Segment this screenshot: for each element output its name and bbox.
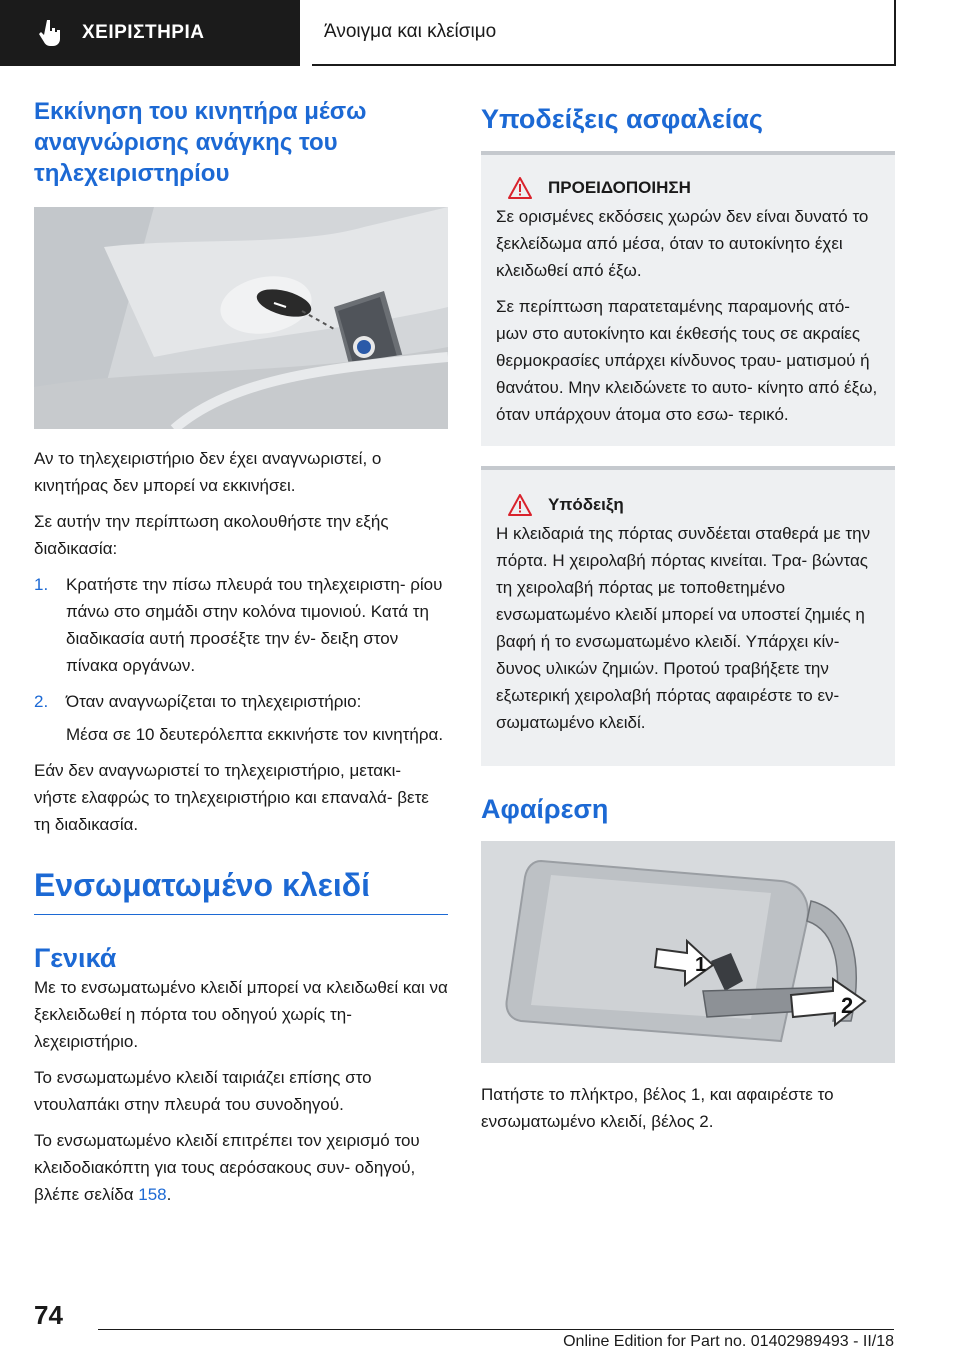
caution-triangle-icon — [508, 494, 532, 516]
warning-paragraph-2: Σε περίπτωση παρατεταμένης παραμονής ατό- μων στο αυτοκίνητο και έκθεσής τους σε ακραίες θερμοκρασίες υπάρχει κίνδυνος τραυ- ματισμού ή θανάτου. Μην κλειδώνετε το αυτο- κίνητο από έξω, όταν υπάρχουν άτομα στο εσω- τερικό. — [496, 297, 878, 424]
integrated-key-heading: Ενσωματωμένο κλειδί — [34, 867, 448, 915]
key-removal-figure — [481, 841, 895, 1063]
hand-pointer-icon — [38, 18, 64, 48]
step-text: Κρατήστε την πίσω πλευρά του τηλεχειριστη- ρίου πάνω στο σημάδι στην κολόνα τιμονιού. Κατά τη διαδικασία αυτή προσέξτε την έν- δειξη στον πίνακα οργάνων. — [66, 575, 443, 675]
safety-heading: Υποδείξεις ασφαλείας — [481, 104, 895, 155]
steering-column-figure — [34, 207, 448, 429]
note-title-text: Υπόδειξη — [548, 495, 624, 514]
remote-on-steering-column-illustration — [34, 207, 448, 429]
general-heading: Γενικά — [34, 943, 117, 973]
footer-divider — [98, 1329, 894, 1330]
removal-paragraph: Πατήστε το πλήκτρο, βέλος 1, και αφαιρέστε το ενσωματωμένο κλειδί, βέλος 2. — [481, 1085, 834, 1131]
removal-heading: Αφαίρεση — [481, 794, 609, 824]
paragraph-procedure: Σε αυτήν την περίπτωση ακολουθήστε την εξής διαδικασία: — [34, 512, 389, 558]
step-text: Όταν αναγνωρίζεται το τηλεχειριστήριο: — [66, 692, 362, 711]
warning-paragraph-1: Σε ορισμένες εκδόσεις χωρών δεν είναι δυνατό το ξεκλείδωμα από μέσα, όταν το αυτοκίνητο έχει κλειδωθεί από έξω. — [496, 207, 869, 280]
edition-footer: Online Edition for Part no. 01402989493 - II/18 — [563, 1333, 894, 1350]
general-paragraph-3-text: Το ενσωματωμένο κλειδί επιτρέπει τον χειρισμό του κλειδοδιακόπτη για τους αερόσακους συν- οδηγού, βλέπε σελίδα — [34, 1131, 420, 1204]
general-paragraph-2: Το ενσωματωμένο κλειδί ταιριάζει επίσης στο ντουλαπάκι στην πλευρά του συνοδηγού. — [34, 1068, 372, 1114]
warning-title — [496, 177, 880, 199]
page-number: 74 — [34, 1300, 63, 1330]
chapter-header — [312, 0, 896, 66]
chapter-title: Άνοιγμα και κλείσιμο — [324, 21, 497, 42]
key-removal-illustration — [481, 841, 895, 1063]
step-number: 1. — [34, 575, 49, 594]
warning-triangle-icon — [508, 177, 532, 199]
note-paragraph: Η κλειδαριά της πόρτας συνδέεται σταθερά με την πόρτα. Η χειρολαβή πόρτας κινείται. Τρα- βώντας τη χειρολαβή πόρτας με τοποθετημένο ενσωματωμένο κλειδί μπορεί να υποστεί ζημιές η βαφή ή το ενσωματωμένο κλειδί. Υπάρχει κίν- δυνος υλικών ζημιών. Προτού τραβήξετε την εξωτερική χειρολαβή πόρτας αφαιρέστε το εν- σωματωμένο κλειδί. — [496, 524, 871, 732]
section-tab — [0, 0, 300, 66]
general-paragraph-3 — [34, 1127, 448, 1208]
warning-box — [481, 155, 895, 446]
arrow-2-label: 2 — [841, 993, 854, 1018]
section-title: ΧΕΙΡΙΣΤΗΡΙΑ — [82, 22, 205, 43]
list-item — [34, 688, 448, 715]
step-number: 2. — [34, 692, 49, 711]
arrow-1-label: 1 — [695, 954, 707, 976]
right-column — [481, 104, 895, 1144]
step-2-subtext: Μέσα σε 10 δευτερόλεπτα εκκινήστε τον κινητήρα. — [66, 725, 444, 744]
page-link[interactable]: 158 — [138, 1185, 167, 1204]
paragraph-retry: Εάν δεν αναγνωριστεί το τηλεχειριστήριο, μετακι- νήστε ελαφρώς το τηλεχειριστήριο και επαναλά- βετε τη διαδικασία. — [34, 761, 429, 834]
general-paragraph-3-end: . — [166, 1185, 172, 1204]
warning-title-text: ΠΡΟΕΙΔΟΠΟΙΗΣΗ — [548, 178, 691, 197]
procedure-steps — [34, 571, 448, 715]
note-box — [481, 470, 895, 766]
remote-start-heading: Εκκίνηση του κινητήρα μέσω αναγνώρισης ανάγκης του τηλεχειριστηρίου — [34, 98, 367, 187]
note-title — [496, 494, 880, 516]
paragraph-not-recognized: Αν το τηλεχειριστήριο δεν έχει αναγνωριστεί, ο κινητήρας δεν μπορεί να εκκινήσει. — [34, 449, 382, 495]
left-column — [34, 96, 448, 1217]
list-item — [34, 571, 448, 679]
general-paragraph-1: Με το ενσωματωμένο κλειδί μπορεί να κλειδωθεί και να ξεκλειδωθεί η πόρτα του οδηγού χωρίς τη- λεχειριστήριο. — [34, 978, 448, 1051]
